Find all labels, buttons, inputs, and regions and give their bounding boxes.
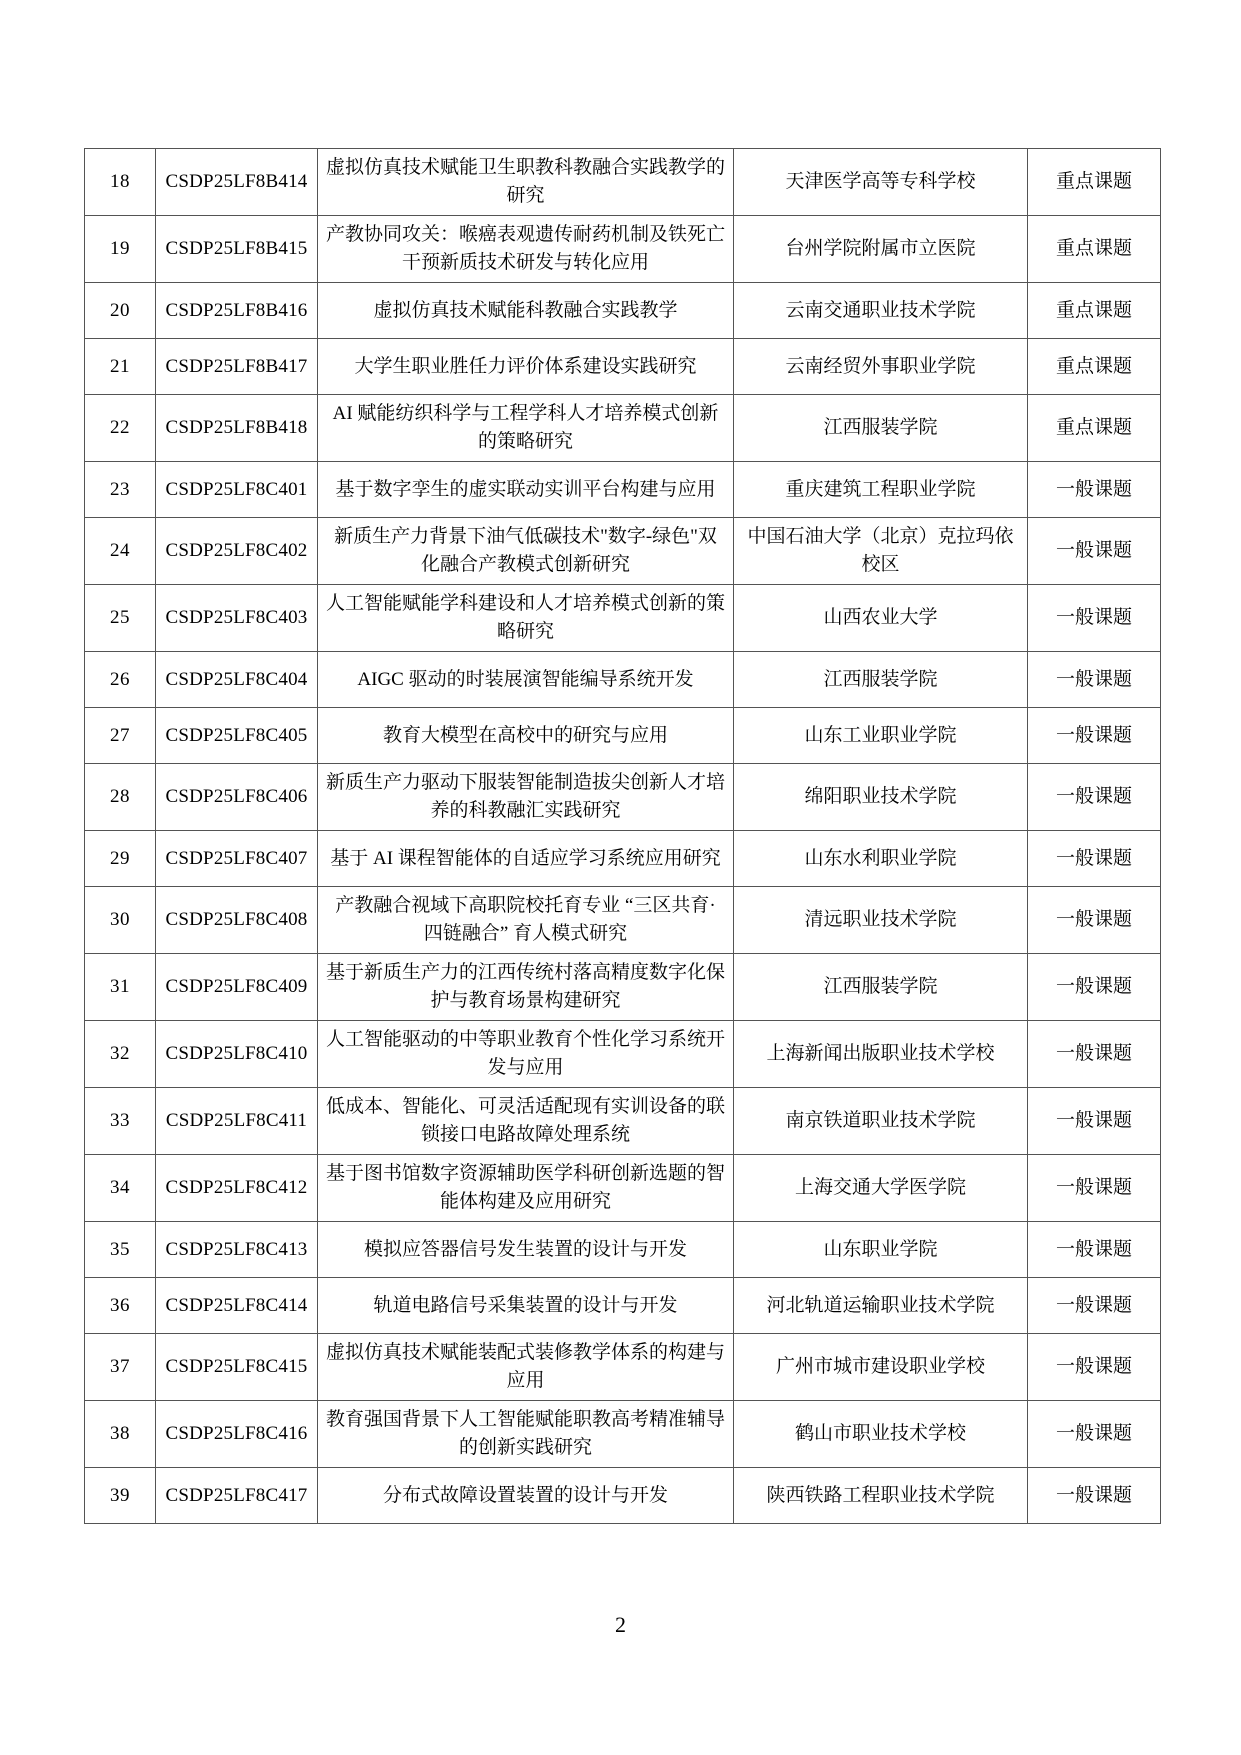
project-code-cell: CSDP25LF8C407 (156, 831, 318, 887)
row-number-cell: 27 (85, 708, 156, 764)
row-number-cell: 26 (85, 652, 156, 708)
row-number-cell: 29 (85, 831, 156, 887)
table-row (85, 462, 1161, 518)
category-cell: 一般课题 (1028, 1155, 1161, 1222)
project-code-cell: CSDP25LF8B415 (156, 216, 318, 283)
category-cell: 重点课题 (1028, 216, 1161, 283)
table-row (85, 283, 1161, 339)
project-code-cell: CSDP25LF8C402 (156, 518, 318, 585)
project-title-cell: AIGC 驱动的时装展演智能编导系统开发 (318, 652, 734, 708)
institution-cell: 天津医学高等专科学校 (734, 149, 1028, 216)
row-number-cell: 34 (85, 1155, 156, 1222)
institution-cell: 广州市城市建设职业学校 (734, 1334, 1028, 1401)
institution-cell: 台州学院附属市立医院 (734, 216, 1028, 283)
category-cell: 重点课题 (1028, 395, 1161, 462)
table-row (85, 1278, 1161, 1334)
project-title-cell: 产教协同攻关：喉癌表观遗传耐药机制及铁死亡干预新质技术研发与转化应用 (318, 216, 734, 283)
table-row (85, 831, 1161, 887)
project-code-cell: CSDP25LF8C408 (156, 887, 318, 954)
table-row (85, 1334, 1161, 1401)
category-cell: 一般课题 (1028, 518, 1161, 585)
project-title-cell: 虚拟仿真技术赋能装配式装修教学体系的构建与应用 (318, 1334, 734, 1401)
project-title-cell: 教育强国背景下人工智能赋能职教高考精准辅导的创新实践研究 (318, 1401, 734, 1468)
category-cell: 一般课题 (1028, 954, 1161, 1021)
project-code-cell: CSDP25LF8C416 (156, 1401, 318, 1468)
project-title-cell: 分布式故障设置装置的设计与开发 (318, 1468, 734, 1524)
table-row (85, 149, 1161, 216)
institution-cell: 江西服装学院 (734, 395, 1028, 462)
table-row (85, 708, 1161, 764)
project-title-cell: 虚拟仿真技术赋能卫生职教科教融合实践教学的研究 (318, 149, 734, 216)
row-number-cell: 32 (85, 1021, 156, 1088)
project-title-cell: 低成本、智能化、可灵活适配现有实训设备的联锁接口电路故障处理系统 (318, 1088, 734, 1155)
table-row (85, 585, 1161, 652)
project-code-cell: CSDP25LF8B414 (156, 149, 318, 216)
project-title-cell: 轨道电路信号采集装置的设计与开发 (318, 1278, 734, 1334)
institution-cell: 南京铁道职业技术学院 (734, 1088, 1028, 1155)
category-cell: 一般课题 (1028, 1278, 1161, 1334)
row-number-cell: 36 (85, 1278, 156, 1334)
project-title-cell: 基于数字孪生的虚实联动实训平台构建与应用 (318, 462, 734, 518)
category-cell: 一般课题 (1028, 585, 1161, 652)
project-title-cell: 人工智能驱动的中等职业教育个性化学习系统开发与应用 (318, 1021, 734, 1088)
category-cell: 一般课题 (1028, 708, 1161, 764)
table-row (85, 764, 1161, 831)
row-number-cell: 25 (85, 585, 156, 652)
project-code-cell: CSDP25LF8C403 (156, 585, 318, 652)
project-title-cell: 模拟应答器信号发生装置的设计与开发 (318, 1222, 734, 1278)
project-title-cell: 基于 AI 课程智能体的自适应学习系统应用研究 (318, 831, 734, 887)
row-number-cell: 31 (85, 954, 156, 1021)
category-cell: 一般课题 (1028, 1401, 1161, 1468)
project-code-cell: CSDP25LF8C410 (156, 1021, 318, 1088)
project-table-body (85, 149, 1161, 1524)
table-row (85, 518, 1161, 585)
institution-cell: 江西服装学院 (734, 954, 1028, 1021)
row-number-cell: 19 (85, 216, 156, 283)
category-cell: 一般课题 (1028, 887, 1161, 954)
category-cell: 一般课题 (1028, 831, 1161, 887)
project-code-cell: CSDP25LF8C406 (156, 764, 318, 831)
category-cell: 一般课题 (1028, 1088, 1161, 1155)
row-number-cell: 30 (85, 887, 156, 954)
project-code-cell: CSDP25LF8B416 (156, 283, 318, 339)
category-cell: 一般课题 (1028, 1222, 1161, 1278)
project-title-cell: 新质生产力驱动下服装智能制造拔尖创新人才培养的科教融汇实践研究 (318, 764, 734, 831)
row-number-cell: 22 (85, 395, 156, 462)
project-code-cell: CSDP25LF8C417 (156, 1468, 318, 1524)
category-cell: 重点课题 (1028, 283, 1161, 339)
table-row (85, 652, 1161, 708)
project-code-cell: CSDP25LF8C411 (156, 1088, 318, 1155)
row-number-cell: 28 (85, 764, 156, 831)
project-title-cell: 虚拟仿真技术赋能科教融合实践教学 (318, 283, 734, 339)
table-row (85, 1088, 1161, 1155)
project-table-container (84, 148, 1160, 1524)
project-title-cell: 大学生职业胜任力评价体系建设实践研究 (318, 339, 734, 395)
institution-cell: 重庆建筑工程职业学院 (734, 462, 1028, 518)
institution-cell: 山东水利职业学院 (734, 831, 1028, 887)
table-row (85, 887, 1161, 954)
table-row (85, 1468, 1161, 1524)
project-code-cell: CSDP25LF8C409 (156, 954, 318, 1021)
category-cell: 重点课题 (1028, 149, 1161, 216)
row-number-cell: 38 (85, 1401, 156, 1468)
institution-cell: 上海交通大学医学院 (734, 1155, 1028, 1222)
project-code-cell: CSDP25LF8C404 (156, 652, 318, 708)
institution-cell: 清远职业技术学院 (734, 887, 1028, 954)
project-title-cell: 基于新质生产力的江西传统村落高精度数字化保护与教育场景构建研究 (318, 954, 734, 1021)
project-code-cell: CSDP25LF8C401 (156, 462, 318, 518)
table-row (85, 395, 1161, 462)
table-row (85, 339, 1161, 395)
row-number-cell: 23 (85, 462, 156, 518)
institution-cell: 中国石油大学（北京）克拉玛依校区 (734, 518, 1028, 585)
category-cell: 重点课题 (1028, 339, 1161, 395)
category-cell: 一般课题 (1028, 652, 1161, 708)
project-code-cell: CSDP25LF8B417 (156, 339, 318, 395)
project-title-cell: 基于图书馆数字资源辅助医学科研创新选题的智能体构建及应用研究 (318, 1155, 734, 1222)
row-number-cell: 37 (85, 1334, 156, 1401)
institution-cell: 河北轨道运输职业技术学院 (734, 1278, 1028, 1334)
project-code-cell: CSDP25LF8C413 (156, 1222, 318, 1278)
institution-cell: 绵阳职业技术学院 (734, 764, 1028, 831)
category-cell: 一般课题 (1028, 462, 1161, 518)
project-title-cell: AI 赋能纺织科学与工程学科人才培养模式创新的策略研究 (318, 395, 734, 462)
institution-cell: 上海新闻出版职业技术学校 (734, 1021, 1028, 1088)
project-title-cell: 教育大模型在高校中的研究与应用 (318, 708, 734, 764)
table-row (85, 1155, 1161, 1222)
page-number: 2 (615, 1612, 626, 1637)
category-cell: 一般课题 (1028, 1334, 1161, 1401)
institution-cell: 鹤山市职业技术学校 (734, 1401, 1028, 1468)
institution-cell: 云南经贸外事职业学院 (734, 339, 1028, 395)
institution-cell: 山东工业职业学院 (734, 708, 1028, 764)
institution-cell: 江西服装学院 (734, 652, 1028, 708)
row-number-cell: 24 (85, 518, 156, 585)
institution-cell: 云南交通职业技术学院 (734, 283, 1028, 339)
institution-cell: 山西农业大学 (734, 585, 1028, 652)
row-number-cell: 21 (85, 339, 156, 395)
project-title-cell: 人工智能赋能学科建设和人才培养模式创新的策略研究 (318, 585, 734, 652)
project-title-cell: 新质生产力背景下油气低碳技术"数字-绿色"双化融合产教模式创新研究 (318, 518, 734, 585)
project-title-cell: 产教融合视域下高职院校托育专业 “三区共育·四链融合” 育人模式研究 (318, 887, 734, 954)
institution-cell: 陕西铁路工程职业技术学院 (734, 1468, 1028, 1524)
project-code-cell: CSDP25LF8B418 (156, 395, 318, 462)
row-number-cell: 39 (85, 1468, 156, 1524)
category-cell: 一般课题 (1028, 1021, 1161, 1088)
row-number-cell: 18 (85, 149, 156, 216)
institution-cell: 山东职业学院 (734, 1222, 1028, 1278)
table-row (85, 216, 1161, 283)
category-cell: 一般课题 (1028, 1468, 1161, 1524)
project-code-cell: CSDP25LF8C415 (156, 1334, 318, 1401)
project-code-cell: CSDP25LF8C412 (156, 1155, 318, 1222)
table-row (85, 1021, 1161, 1088)
row-number-cell: 33 (85, 1088, 156, 1155)
category-cell: 一般课题 (1028, 764, 1161, 831)
project-code-cell: CSDP25LF8C414 (156, 1278, 318, 1334)
project-code-cell: CSDP25LF8C405 (156, 708, 318, 764)
row-number-cell: 20 (85, 283, 156, 339)
project-approval-table (84, 148, 1161, 1524)
table-row (85, 1222, 1161, 1278)
row-number-cell: 35 (85, 1222, 156, 1278)
table-row (85, 954, 1161, 1021)
table-row (85, 1401, 1161, 1468)
